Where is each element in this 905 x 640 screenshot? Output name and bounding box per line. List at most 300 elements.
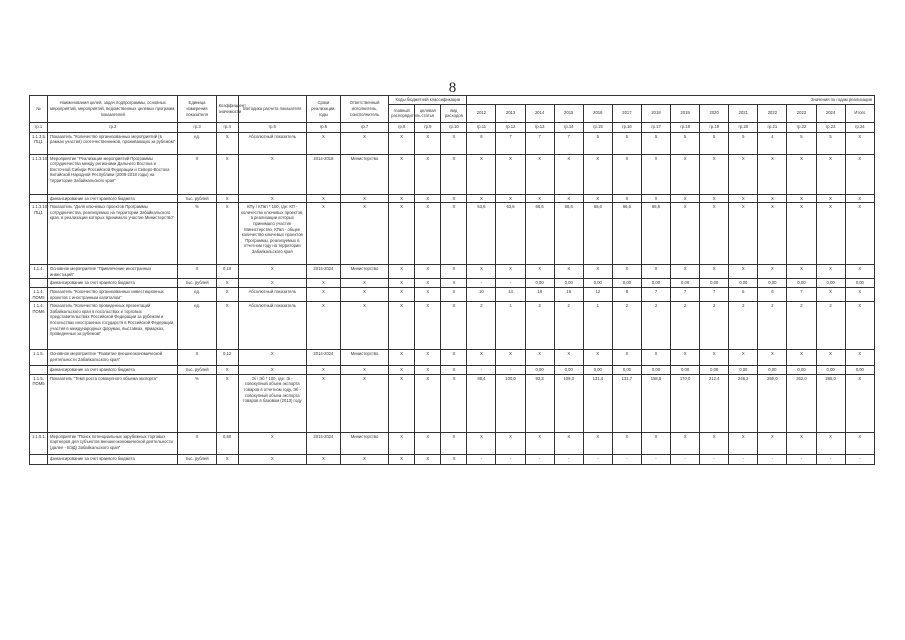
- header-year: 2015: [554, 104, 583, 122]
- table-cell: 5: [641, 132, 670, 154]
- table-cell: 1.1.3.5. ПЦ1: [30, 132, 48, 154]
- table-cell: X: [441, 279, 467, 288]
- table-cell: X: [641, 265, 670, 279]
- table-cell: X: [583, 350, 612, 366]
- table-cell: финансирование за счет краевого бюджета: [48, 366, 178, 375]
- table-cell: X: [496, 154, 525, 194]
- table-cell: -: [496, 366, 525, 375]
- table-cell: X: [729, 154, 758, 194]
- table-cell: X: [525, 154, 554, 194]
- table-cell: X: [845, 374, 874, 432]
- header-column-number: гр.16: [612, 122, 641, 132]
- header-coef: Коэффициент значимости: [216, 96, 238, 123]
- table-cell: X: [758, 432, 787, 454]
- table-cell: X: [306, 287, 340, 301]
- table-cell: X: [525, 432, 554, 454]
- table-cell: 2: [554, 302, 583, 350]
- table-cell: X: [700, 203, 729, 265]
- table-cell: 5: [729, 287, 758, 301]
- table-cell: 16: [554, 287, 583, 301]
- table-cell: 1: [583, 302, 612, 350]
- table-cell: 63,6: [496, 203, 525, 265]
- table-cell: Показатель "Темп роста совокупного объема экспорта": [48, 374, 178, 432]
- table-cell: X: [441, 194, 467, 203]
- table-cell: X: [700, 432, 729, 454]
- table-cell: X: [845, 287, 874, 301]
- header-column-number: гр.9: [415, 122, 441, 132]
- table-cell: X: [525, 265, 554, 279]
- table-cell: X: [415, 194, 441, 203]
- table-cell: 0,00: [641, 279, 670, 288]
- table-cell: 6: [758, 287, 787, 301]
- table-cell: X: [216, 302, 238, 350]
- table-cell: 0,00: [641, 366, 670, 375]
- table-cell: 0,00: [845, 279, 874, 288]
- table-cell: 0,00: [554, 366, 583, 375]
- table-cell: 285,0: [816, 374, 845, 432]
- table-cell: 7: [700, 287, 729, 301]
- table-row: [30, 265, 875, 279]
- table-cell: X: [441, 374, 467, 432]
- table-row: [30, 287, 875, 301]
- table-row: [30, 366, 875, 375]
- table-cell: 2014-2024: [306, 432, 340, 454]
- header-column-number: гр.21: [758, 122, 787, 132]
- table-cell: X: [554, 265, 583, 279]
- table-cell: X: [178, 350, 216, 366]
- table-cell: X: [441, 432, 467, 454]
- header-unit: Единица измерения показателя: [178, 96, 216, 123]
- table-cell: X: [415, 154, 441, 194]
- table-cell: X: [671, 154, 700, 194]
- table-cell: X: [787, 203, 816, 265]
- table-cell: %: [178, 203, 216, 265]
- table-cell: X: [641, 154, 670, 194]
- table-cell: X: [389, 287, 415, 301]
- table-cell: X: [816, 287, 845, 301]
- table-cell: X: [554, 194, 583, 203]
- table-cell: X: [467, 350, 496, 366]
- header-column-number: гр.5: [238, 122, 306, 132]
- table-cell: X: [415, 302, 441, 350]
- table-cell: 100,0: [496, 374, 525, 432]
- header-column-number: гр.4: [216, 122, 238, 132]
- table-cell: X: [306, 194, 340, 203]
- table-cell: 4: [758, 132, 787, 154]
- table-cell: X: [729, 194, 758, 203]
- table-cell: -: [467, 454, 496, 464]
- header-year: 2023: [787, 104, 816, 122]
- table-cell: 2014-2024: [306, 350, 340, 366]
- table-cell: ед.: [178, 287, 216, 301]
- table-row: [30, 203, 875, 265]
- table-cell: 0,12: [216, 350, 238, 366]
- table-cell: X: [554, 432, 583, 454]
- header-year: Итого: [845, 104, 874, 122]
- table-cell: X: [216, 203, 238, 265]
- table-cell: X: [496, 350, 525, 366]
- header-kbk-sub: целевая статья: [415, 104, 441, 122]
- table-cell: X: [238, 366, 306, 375]
- header-kbk-sub: главный распорядитель: [389, 104, 415, 122]
- table-cell: X: [238, 454, 306, 464]
- table-cell: 2: [816, 302, 845, 350]
- table-cell: X: [816, 154, 845, 194]
- table-cell: X: [415, 374, 441, 432]
- table-cell: X: [415, 454, 441, 464]
- table-cell: 5: [671, 132, 700, 154]
- table-cell: 66,6: [525, 203, 554, 265]
- table-cell: X: [845, 302, 874, 350]
- table-cell: 5: [729, 132, 758, 154]
- table-cell: X: [340, 132, 388, 154]
- table-cell: -: [729, 454, 758, 464]
- table-cell: тыс. рублей: [178, 279, 216, 288]
- table-cell: 66,6: [554, 203, 583, 265]
- table-cell: 109,3: [554, 374, 583, 432]
- table-cell: 0,00: [612, 366, 641, 375]
- table-cell: X: [340, 454, 388, 464]
- header-year: 2014: [525, 104, 554, 122]
- table-cell: 5: [583, 132, 612, 154]
- table-cell: X: [340, 194, 388, 203]
- table-cell: X: [238, 432, 306, 454]
- table-cell: X: [816, 265, 845, 279]
- header-year: 2013: [496, 104, 525, 122]
- table-cell: X: [816, 194, 845, 203]
- table-cell: 0,00: [816, 279, 845, 288]
- table-cell: X: [525, 194, 554, 203]
- table-cell: X: [216, 132, 238, 154]
- table-cell: X: [389, 432, 415, 454]
- table-cell: 170,0: [671, 374, 700, 432]
- table-cell: Министерство: [340, 432, 388, 454]
- table-cell: -: [845, 454, 874, 464]
- table-cell: X: [441, 350, 467, 366]
- table-cell: финансирование за счет краевого бюджета: [48, 194, 178, 203]
- table-cell: X: [583, 432, 612, 454]
- table-cell: X: [583, 265, 612, 279]
- header-period: Сроки реализации, годы: [306, 96, 340, 123]
- table-cell: X: [216, 279, 238, 288]
- header-column-number: гр.14: [554, 122, 583, 132]
- table-cell: финансирование за счет краевого бюджета: [48, 279, 178, 288]
- table-cell: 2: [671, 302, 700, 350]
- table-cell: 10: [467, 287, 496, 301]
- table-cell: -: [525, 454, 554, 464]
- table-row: [30, 432, 875, 454]
- table-cell: 1: [496, 302, 525, 350]
- table-cell: 7: [496, 132, 525, 154]
- table-cell: X: [306, 132, 340, 154]
- table-cell: X: [641, 432, 670, 454]
- table-cell: [30, 366, 48, 375]
- table-cell: -: [554, 454, 583, 464]
- table-cell: 1.1.4.: [30, 265, 48, 279]
- table-cell: X: [238, 154, 306, 194]
- table-cell: X: [441, 302, 467, 350]
- table-cell: 0,00: [525, 279, 554, 288]
- table-cell: X: [306, 374, 340, 432]
- header-year: 2020: [700, 104, 729, 122]
- header-column-number: гр.12: [496, 122, 525, 132]
- table-row: [30, 454, 875, 464]
- table-cell: 131,7: [612, 374, 641, 432]
- table-cell: 2: [700, 302, 729, 350]
- table-cell: Показатель "Количество проведенных презентаций Забайкальского края в посольствах и торговых представительствах Российской Федерации за рубежом и посольствах иностранных государств в Российской Федерации, участия в международных форумах, выставках, ярмарках, проведенных за рубежом": [48, 302, 178, 350]
- table-cell: X: [758, 203, 787, 265]
- table-cell: X: [216, 194, 238, 203]
- table-cell: Показатель "Количество организованных мероприятий (в рамках участия) соотечественников, проживающих за рубежом": [48, 132, 178, 154]
- table-cell: X: [671, 203, 700, 265]
- table-cell: X: [389, 279, 415, 288]
- table-cell: Абсолютный показатель: [238, 302, 306, 350]
- table-cell: X: [787, 432, 816, 454]
- table-cell: X: [216, 374, 238, 432]
- table-cell: -: [641, 454, 670, 464]
- table-cell: X: [389, 350, 415, 366]
- table-cell: X: [758, 154, 787, 194]
- table-cell: Министерство: [340, 154, 388, 194]
- table-row: [30, 302, 875, 350]
- table-cell: 1.1.3.10.: [30, 154, 48, 194]
- table-row: [30, 194, 875, 203]
- table-cell: 7: [525, 132, 554, 154]
- table-cell: X: [306, 302, 340, 350]
- table-cell: X: [178, 265, 216, 279]
- table-cell: X: [389, 132, 415, 154]
- table-cell: X: [845, 194, 874, 203]
- header-column-number: гр.6: [306, 122, 340, 132]
- table-cell: Мероприятие "Поиск потенциальных зарубежных торговых партнеров для субъектов внешнеэкономической деятельности (далее - ВЭД) Забайкальского края": [48, 432, 178, 454]
- table-cell: X: [554, 154, 583, 194]
- header-column-number: гр.22: [787, 122, 816, 132]
- table-cell: X: [758, 265, 787, 279]
- table-cell: 8: [612, 287, 641, 301]
- table-cell: 1.1.5. ПОМ5: [30, 374, 48, 432]
- table-cell: 131,4: [583, 374, 612, 432]
- header-year: 2012: [467, 104, 496, 122]
- table-cell: X: [441, 132, 467, 154]
- table-cell: 212,4: [700, 374, 729, 432]
- header-year: 2017: [612, 104, 641, 122]
- table-cell: X: [340, 287, 388, 301]
- table-cell: X: [441, 454, 467, 464]
- table-cell: X: [216, 287, 238, 301]
- table-cell: 66,6: [583, 203, 612, 265]
- header-column-number: гр.11: [467, 122, 496, 132]
- table-cell: X: [389, 374, 415, 432]
- table-cell: Министерство: [340, 265, 388, 279]
- table-cell: X: [583, 194, 612, 203]
- table-cell: 0,00: [671, 366, 700, 375]
- table-cell: X: [729, 432, 758, 454]
- table-cell: X: [787, 194, 816, 203]
- header-column-number: гр.2: [48, 122, 178, 132]
- table-cell: X: [787, 265, 816, 279]
- header-column-number: гр.24: [845, 122, 874, 132]
- table-cell: -: [496, 454, 525, 464]
- table-cell: 12: [583, 287, 612, 301]
- table-cell: 2: [641, 302, 670, 350]
- header-year: 2016: [583, 104, 612, 122]
- table-cell: 250,0: [758, 374, 787, 432]
- table-cell: 1.1.5.: [30, 350, 48, 366]
- table-cell: Основное мероприятие "Привлечение иностранных инвестиций": [48, 265, 178, 279]
- table-cell: 0,00: [787, 279, 816, 288]
- table-cell: 0,00: [845, 366, 874, 375]
- table-cell: X: [816, 432, 845, 454]
- table-cell: -: [787, 454, 816, 464]
- table-cell: 0,00: [700, 279, 729, 288]
- table-cell: 7: [554, 132, 583, 154]
- table-cell: X: [238, 194, 306, 203]
- header-year: 2024: [816, 104, 845, 122]
- table-cell: X: [389, 194, 415, 203]
- table-cell: X: [671, 350, 700, 366]
- table-cell: X: [729, 350, 758, 366]
- table-cell: X: [816, 350, 845, 366]
- table-cell: X: [845, 154, 874, 194]
- table-cell: X: [340, 302, 388, 350]
- header-column-number: гр.19: [700, 122, 729, 132]
- header-year: 2022: [758, 104, 787, 122]
- header-responsible: Ответственный исполнитель, соисполнитель: [340, 96, 388, 123]
- table-cell: -: [758, 454, 787, 464]
- table-cell: X: [700, 350, 729, 366]
- table-cell: тыс. рублей: [178, 194, 216, 203]
- page-number: 8: [448, 80, 457, 96]
- table-cell: [30, 279, 48, 288]
- table-cell: 66,6: [612, 203, 641, 265]
- table-cell: X: [845, 350, 874, 366]
- table-cell: 92,3: [525, 374, 554, 432]
- table-cell: X: [671, 194, 700, 203]
- table-cell: Абсолютный показатель: [238, 132, 306, 154]
- table-cell: X: [238, 279, 306, 288]
- table-cell: 66,6: [641, 203, 670, 265]
- table-cell: X: [758, 350, 787, 366]
- table-cell: X: [525, 350, 554, 366]
- header-column-number: гр.15: [583, 122, 612, 132]
- table-row: [30, 132, 875, 154]
- table-cell: X: [306, 366, 340, 375]
- table-cell: 158,8: [641, 374, 670, 432]
- table-cell: 0,00: [583, 279, 612, 288]
- table-cell: 0,10: [216, 265, 238, 279]
- table-cell: 246,2: [729, 374, 758, 432]
- table-cell: 2014-2018: [306, 154, 340, 194]
- table-cell: X: [340, 366, 388, 375]
- table-cell: X: [306, 203, 340, 265]
- table-cell: X: [729, 203, 758, 265]
- table-cell: X: [845, 203, 874, 265]
- header-column-number: гр.18: [671, 122, 700, 132]
- header-column-number: гр.13: [525, 122, 554, 132]
- table-cell: 0,00: [612, 279, 641, 288]
- table-cell: 0,00: [554, 279, 583, 288]
- table-cell: X: [496, 265, 525, 279]
- table-cell: X: [415, 366, 441, 375]
- table-cell: -: [700, 454, 729, 464]
- program-table: [29, 95, 875, 465]
- table-cell: 5: [700, 132, 729, 154]
- table-cell: X: [389, 265, 415, 279]
- table-cell: X: [415, 132, 441, 154]
- header-method: Методика расчета показателя: [238, 96, 306, 123]
- table-cell: -: [816, 454, 845, 464]
- header-column-number: гр.23: [816, 122, 845, 132]
- table-cell: 0,00: [816, 366, 845, 375]
- table-cell: [30, 454, 48, 464]
- table-cell: X: [441, 203, 467, 265]
- table-cell: ед.: [178, 132, 216, 154]
- header-year: 2018: [641, 104, 670, 122]
- table-cell: 0,00: [583, 366, 612, 375]
- table-cell: X: [415, 203, 441, 265]
- table-cell: -: [496, 279, 525, 288]
- table-cell: тыс. рублей: [178, 366, 216, 375]
- table-cell: X: [467, 432, 496, 454]
- table-cell: X: [612, 265, 641, 279]
- header-kbk-sub: вид расходов: [441, 104, 467, 122]
- table-cell: Основное мероприятие "Развитие внешнеэкономической деятельности Забайкальского края": [48, 350, 178, 366]
- table-cell: КПу / КПкп * 100, где: КП - количество ключевых проектов, в реализации которых принимало участие Министерство, КПкп - общее количество ключевых проектов Программы, реализуемых в отчетном году на территории Забайкальского края: [238, 203, 306, 265]
- table-cell: %: [178, 374, 216, 432]
- table-cell: X: [340, 203, 388, 265]
- table-cell: X: [496, 432, 525, 454]
- table-row: [30, 154, 875, 194]
- table-cell: 0,00: [787, 366, 816, 375]
- table-cell: X: [641, 350, 670, 366]
- header-column-number: гр.10: [441, 122, 467, 132]
- table-cell: X: [415, 265, 441, 279]
- table-cell: X: [845, 132, 874, 154]
- table-cell: X: [415, 287, 441, 301]
- table-cell: 5: [612, 132, 641, 154]
- table-cell: -: [467, 366, 496, 375]
- table-cell: 5: [816, 132, 845, 154]
- table-cell: Эi / Эб * 100, где: Эi - совокупный объем экспорта товаров в отчетном году, Эб - совокупный объем экспорта товаров в базовом (2013) году: [238, 374, 306, 432]
- table-cell: 1.1.4. ПОМ5: [30, 287, 48, 301]
- table-cell: 0,00: [729, 279, 758, 288]
- table-cell: 0,00: [671, 279, 700, 288]
- table-cell: 2: [758, 302, 787, 350]
- table-cell: 7: [787, 287, 816, 301]
- table-cell: Мероприятие "Реализация мероприятий Программы сотрудничества между регионами Дальнего Востока и Восточной Сибири Российской Федерации и Северо-Востока Китайской Народной Республики (2009-2018 годы) на территории Забайкальского края": [48, 154, 178, 194]
- table-cell: X: [441, 366, 467, 375]
- table-cell: X: [700, 154, 729, 194]
- table-cell: 0,00: [700, 366, 729, 375]
- table-cell: X: [612, 154, 641, 194]
- table-cell: X: [415, 279, 441, 288]
- table-cell: 2: [467, 302, 496, 350]
- table-cell: X: [845, 432, 874, 454]
- table-cell: X: [496, 194, 525, 203]
- table-cell: ед.: [178, 302, 216, 350]
- table-cell: X: [216, 366, 238, 375]
- table-cell: X: [415, 432, 441, 454]
- table-cell: 7: [671, 287, 700, 301]
- table-cell: Показатель "Доля ключевых проектов Программы сотрудничества, реализуемых на территории Забайкальского края, в реализации которых принимало участие Министерство": [48, 203, 178, 265]
- table-cell: X: [554, 350, 583, 366]
- table-cell: X: [340, 279, 388, 288]
- table-cell: X: [467, 154, 496, 194]
- table-cell: Министерство: [340, 350, 388, 366]
- table-cell: X: [845, 265, 874, 279]
- table-cell: X: [306, 279, 340, 288]
- table-cell: 0,00: [729, 366, 758, 375]
